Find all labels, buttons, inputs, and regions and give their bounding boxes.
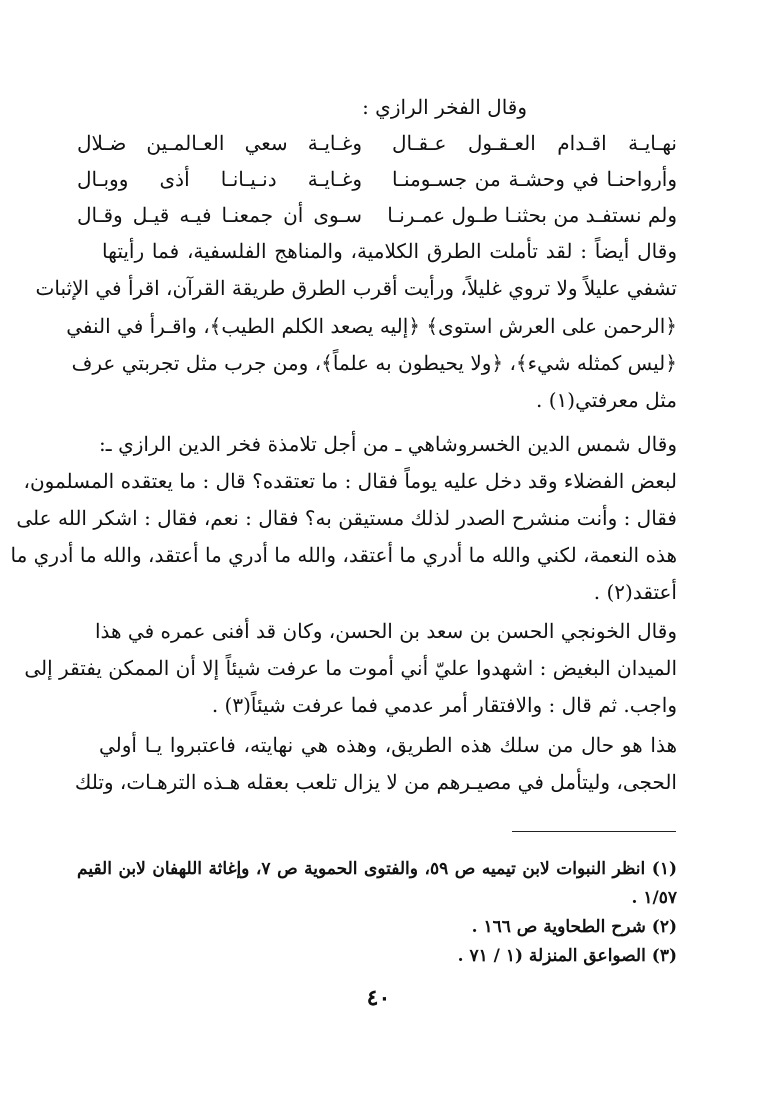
- intro-label: وقال الفخر الرازي :: [362, 95, 527, 119]
- paragraph-2-line-4: هذه النعمة، لكني والله ما أدري ما أعتقد، والله ما أدري ما أعتقد، والله ما أدري ما: [10, 543, 677, 567]
- verse-2-first-hemistich: وأرواحنـا في وحشـة من جسـومنـا: [392, 167, 677, 191]
- footnote-2: (٢) شرح الطحاوية ص ١٦٦ .: [471, 917, 677, 937]
- paragraph-2-line-5: أعتقد(٢) .: [593, 580, 677, 604]
- verse-2-second-hemistich: وغـايـة دنـيـانـا أذى ووبـال: [77, 167, 362, 191]
- verse-line-3: [77, 199, 677, 231]
- footnote-separator: [512, 831, 676, 832]
- footnote-1-line-1: (١) انظر النبوات لابن تيميه ص ٥٩، والفتوى الحموية ص ٧، وإغاثة اللهفان لابن القيم: [77, 859, 677, 879]
- paragraph-4-line-2: الحجى، وليتأمل في مصيـرهم من لا يزال تلعب بعقله هـذه الترهـات، وتلك: [74, 770, 677, 794]
- footnote-3: (٣) الصواعق المنزلة (١ / ٧١ .: [457, 946, 677, 966]
- paragraph-1-line-1: وقال أيضاً : لقد تأملت الطرق الكلامية، والمناهج الفلسفية، فما رأيتها: [102, 239, 677, 263]
- verse-1-second-hemistich: وغـايـة سعي العـالمـين ضـلال: [77, 131, 362, 155]
- verse-3-second-hemistich: سـوى أن جمعنـا فيـه قيـل وقـال: [77, 203, 362, 227]
- paragraph-3-line-3: واجب. ثم قال : والافتقار أمر عدمي فما عرفت شيئاً(٣) .: [211, 693, 677, 717]
- footnote-1-line-2: ١/٥٧ .: [631, 888, 677, 908]
- verse-line-1: [77, 127, 677, 159]
- paragraph-4-line-1: هذا هو حال من سلك هذه الطريق، وهذه هي نهايته، فاعتبروا يـا أولي: [99, 733, 677, 757]
- paragraph-2-line-2: لبعض الفضلاء وقد دخل عليه يوماً فقال : ما تعتقده؟ قال : ما يعتقده المسلمون،: [23, 469, 677, 493]
- paragraph-3-line-1: وقال الخونجي الحسن بن سعد بن الحسن، وكان قد أفنى عمره في هذا: [94, 619, 677, 643]
- paragraph-2-line-1: وقال شمس الدين الخسروشاهي ـ من أجل تلامذة فخر الدين الرازي ـ:: [99, 432, 677, 456]
- verse-1-first-hemistich: نهـايـة اقـدام العـقـول عـقـال: [392, 131, 677, 155]
- paragraph-1-line-3: ﴿الرحمن على العرش استوى﴾ ﴿إليه يصعد الكلم الطيب﴾، واقـرأ في النفي: [66, 314, 677, 338]
- paragraph-3-line-2: الميدان البغيض : اشهدوا عليّ أني أموت ما عرفت شيئاً إلا أن الممكن يفتقر إلى: [24, 656, 677, 680]
- paragraph-1-line-5: مثل معرفتي(١) .: [536, 388, 677, 412]
- paragraph-2-line-3: فقال : وأنت منشرح الصدر لذلك مستيقن به؟ فقال : نعم، فقال : اشكر الله على: [16, 506, 677, 530]
- paragraph-1-line-2: تشفي عليلاً ولا تروي غليلاً، ورأيت أقرب الطرق طريقة القرآن، اقرأ في الإثبات: [35, 276, 677, 300]
- paragraph-1-line-4: ﴿ليس كمثله شيء﴾، ﴿ولا يحيطون به علماً﴾، ومن جرب مثل تجربتي عرف: [71, 351, 677, 375]
- page-number: ٤٠: [366, 985, 391, 1011]
- verse-line-2: [77, 163, 677, 195]
- verse-3-first-hemistich: ولم نستفـد من بحثنـا طـول عمـرنـا: [387, 203, 677, 227]
